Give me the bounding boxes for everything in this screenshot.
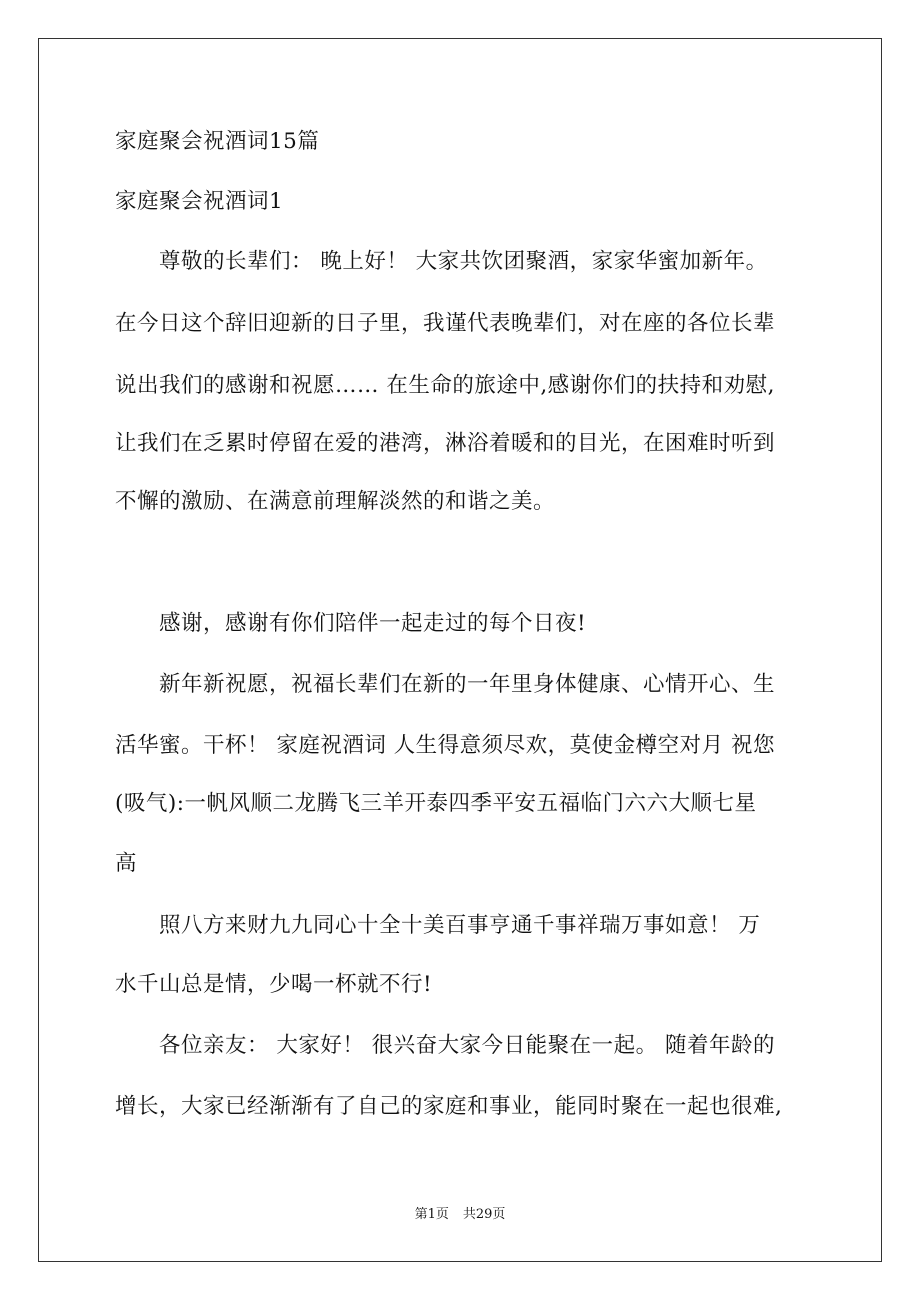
paragraph-line: 在今日这个辞旧迎新的日子里，我谨代表晚辈们，对在座的各位长辈 bbox=[115, 311, 776, 336]
paragraph-line: 水千山总是情，少喝一杯就不行! bbox=[115, 972, 433, 997]
paragraph-line: 尊敬的长辈们： 晚上好！ 大家共饮团聚酒，家家华蜜加新年。 bbox=[159, 249, 768, 274]
page-footer bbox=[0, 1206, 920, 1224]
paragraph-line: 新年新祝愿，祝福长辈们在新的一年里身体健康、心情开心、生 bbox=[159, 672, 776, 697]
paragraph-line: 照八方来财九九同心十全十美百事亨通千事祥瑞万事如意！ 万 bbox=[159, 913, 761, 938]
paragraph-line: 不懈的激励、在满意前理解淡然的和谐之美。 bbox=[115, 489, 556, 514]
paragraph-line: 各位亲友： 大家好！ 很兴奋大家今日能聚在一起。 随着年龄的 bbox=[159, 1033, 776, 1058]
total-pages: 共29页 bbox=[462, 1207, 506, 1222]
page-border bbox=[38, 38, 882, 1262]
paragraph-line: 高 bbox=[115, 851, 138, 876]
paragraph-line: 活华蜜。干杯！ 家庭祝酒词 人生得意须尽欢，莫使金樽空对月 祝您 bbox=[115, 733, 776, 758]
paragraph-line: 让我们在乏累时停留在爱的港湾，淋浴着暖和的目光，在困难时听到 bbox=[115, 431, 776, 456]
paragraph-line: 说出我们的感谢和祝愿…… 在生命的旅途中,感谢你们的扶持和劝慰, bbox=[115, 373, 776, 398]
paragraph-line: 感谢，感谢有你们陪伴一起走过的每个日夜! bbox=[159, 611, 587, 636]
document-title: 家庭聚会祝酒词15篇 bbox=[115, 129, 320, 154]
paragraph-line: (吸气):一帆风顺二龙腾飞三羊开泰四季平安五福临门六六大顺七星 bbox=[115, 791, 757, 816]
paragraph-line: 增长，大家已经渐渐有了自己的家庭和事业，能同时聚在一起也很难, bbox=[115, 1094, 783, 1119]
page-number: 第1页 bbox=[414, 1207, 449, 1222]
document-subtitle: 家庭聚会祝酒词1 bbox=[115, 189, 284, 214]
